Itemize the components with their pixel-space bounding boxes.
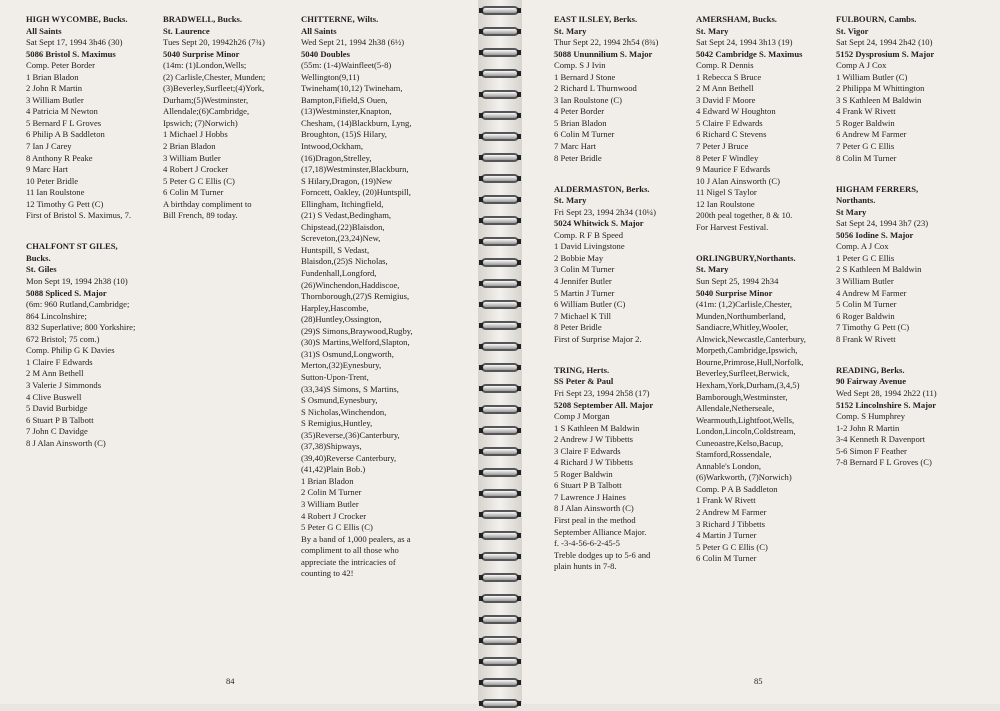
peal-text-line: Allendale;(6)Cambridge, — [163, 106, 250, 117]
peal-text-line: 11 Ian Roulstone — [26, 187, 85, 198]
peal-text-line: Fri Sept 23, 1994 2h34 (10¼) — [554, 206, 656, 217]
peal-text-line: Beverley,Surfleet,Berwick, — [696, 368, 790, 379]
peal-text-line: 1 Brian Bladon — [301, 475, 354, 486]
peal-text-line: Harpley,Hascombe, — [301, 302, 369, 313]
peal-text-line: Allendale,Netherseale, — [696, 403, 775, 414]
peal-heading-line: 5024 Whitwick S. Major — [554, 218, 644, 229]
binding-ring — [479, 426, 521, 438]
peal-text-line: appreciate the intricacies of — [301, 556, 396, 567]
peal-heading-line: St. Giles — [26, 264, 57, 275]
peal-text-line: 3 Richard J Tibbetts — [696, 518, 765, 529]
binding-ring — [479, 699, 521, 711]
peal-heading-line: SS Peter & Paul — [554, 376, 614, 387]
peal-text-line: Twineham(10,12) Twineham, — [301, 83, 403, 94]
peal-text-line: 8 Anthony R Peake — [26, 152, 93, 163]
peal-text-line: 7 Michael K Till — [554, 310, 612, 321]
peal-text-line: 1 Peter G C Ellis — [836, 252, 895, 263]
peal-text-line: 7 John C Davidge — [26, 426, 88, 437]
peal-text-line: (3)Beverley,Surfleet;(4)York, — [163, 83, 265, 94]
peal-text-line: (21) S Vedast,Bedingham, — [301, 210, 392, 221]
peal-text-line: 1 Rebecca S Bruce — [696, 71, 762, 82]
peal-text-line: (41,42)Plain Bob.) — [301, 464, 366, 475]
peal-text-line: 4 Frank W Rivett — [836, 106, 896, 117]
peal-text-line: 4 Martin J Turner — [696, 530, 757, 541]
peal-heading-line: 5152 Lincolnshire S. Major — [836, 399, 937, 410]
peal-text-line: 6 Stuart P B Talbott — [554, 480, 622, 491]
peal-text-line: Durham;(5)Westminster, — [163, 94, 249, 105]
peal-text-line: 5 Bernard F L Groves — [26, 117, 102, 128]
peal-text-line — [836, 172, 937, 184]
peal-text-line: 6 Colin M Turner — [696, 553, 757, 564]
peal-text-line: 4 Edward W Houghton — [696, 106, 776, 117]
peal-heading-line: 5088 Spliced S. Major — [26, 287, 107, 298]
peal-text-line: By a band of 1,000 pealers, as a — [301, 533, 411, 544]
peal-text-line: 2 S Kathleen M Baldwin — [836, 264, 922, 275]
peal-text-line: (28)Huntley,Ossington, — [301, 314, 382, 325]
peal-text-line: 6 William Butler (C) — [554, 299, 626, 310]
peal-text-line: 5 Colin M Turner — [836, 299, 897, 310]
peal-heading-line: St. Vigor — [836, 25, 869, 36]
binding-ring — [479, 594, 521, 606]
peal-text-line: 8 Peter Bridle — [554, 152, 602, 163]
peal-text-line: Alnwick,Newcastle,Canterbury, — [696, 333, 806, 344]
peal-text-line: 4 Richard J W Tibbetts — [554, 457, 633, 468]
peal-text-line: 8 Peter F Windley — [696, 152, 759, 163]
peal-heading-line: HIGHAM FERRERS, — [836, 183, 919, 194]
peal-text-line: 200th peal together, 8 & 10. — [696, 210, 793, 221]
peal-text-line: Sat Sept 24, 1994 3h7 (23) — [836, 218, 929, 229]
peal-text-line: (2) Carlisle,Chester, Munden; — [163, 71, 266, 82]
peal-text-line: 8 J Alan Ainsworth (C) — [26, 437, 106, 448]
peal-text-line: Sandiacre,Whitley,Wooler, — [696, 322, 789, 333]
peal-text-line: Bamborough,Westminster, — [696, 391, 788, 402]
binding-ring — [479, 447, 521, 459]
left-page — [0, 0, 478, 704]
peal-text-line: 5 Roger Baldwin — [554, 468, 613, 479]
peal-text-line: 10 Peter Bridle — [26, 175, 79, 186]
page-number-right: 85 — [754, 676, 763, 686]
peal-text-line: 1 Bernard J Stone — [554, 71, 616, 82]
peal-heading-line: EAST ILSLEY, Berks. — [554, 14, 638, 24]
peal-text-line: 12 Ian Roulstone — [696, 198, 755, 209]
peal-text-line: Broughton, (15)S Hilary, — [301, 129, 387, 140]
peal-text-line: Sat Sept 17, 1994 3h46 (30) — [26, 37, 123, 48]
peal-record — [26, 14, 135, 222]
peal-record — [554, 14, 658, 164]
binding-ring — [479, 258, 521, 270]
peal-text-line: 3 William Butler — [836, 276, 894, 287]
peal-heading-line: FULBOURN, Cambs. — [836, 14, 917, 24]
peal-text-line: 1 William Butler (C) — [836, 71, 908, 82]
peal-text-line: Thur Sept 22, 1994 2h54 (8¾) — [554, 37, 659, 48]
peal-text-line: Wearmouth,Lightfoot,Wells, — [696, 414, 795, 425]
peal-text-line: Cuneoastre,Kelso,Bacup, — [696, 437, 784, 448]
peal-text-line: Comp. Philip G K Davies — [26, 345, 115, 356]
peal-text-line: Screveton,(23,24)New, — [301, 233, 381, 244]
peal-heading-line: ORLINGBURY,Northants. — [696, 252, 796, 263]
peal-text-line: Blaisdon,(25)S Nicholas, — [301, 256, 388, 267]
peal-text-line — [836, 353, 937, 365]
peal-text-line: 3-4 Kenneth R Davenport — [836, 434, 926, 445]
peal-text-line: 4 Clive Buswell — [26, 391, 82, 402]
peal-text-line: Ipswich; (7)Norwich) — [163, 117, 238, 128]
peal-text-line: (6)Warkworth, (7)Norwich) — [696, 472, 792, 483]
peal-heading-line: Bucks. — [26, 252, 51, 263]
peal-record — [696, 14, 806, 233]
peal-text-line: 7 Lawrence J Haines — [554, 491, 626, 502]
peal-text-line: S Nicholas,Winchendon, — [301, 406, 387, 417]
peal-text-line: 5 David Burbidge — [26, 403, 88, 414]
peal-record — [696, 241, 806, 564]
peal-text-line: 1 David Livingstone — [554, 241, 625, 252]
peal-record — [836, 14, 937, 164]
peal-text-line: Sat Sept 24, 1994 3h13 (19) — [696, 37, 793, 48]
peal-text-line: 1 S Kathleen M Baldwin — [554, 422, 640, 433]
peal-text-line: Comp. P A B Saddleton — [696, 483, 778, 494]
peal-text-line: 8 Colin M Turner — [836, 152, 897, 163]
peal-heading-line: CHALFONT ST GILES, — [26, 241, 118, 252]
peal-text-line: Fri Sept 23, 1994 2h58 (17) — [554, 387, 650, 398]
peal-heading-line: BRADWELL, Bucks. — [163, 14, 243, 24]
peal-text-line: 3 Colin M Turner — [554, 264, 615, 275]
peal-text-line: Comp. S Humphrey — [836, 411, 905, 422]
peal-text-line: First peal in the method — [554, 514, 636, 525]
binding-ring — [479, 468, 521, 480]
peal-text-line: (16)Dragon,Strelley, — [301, 152, 372, 163]
peal-text-line: 8 J Alan Ainsworth (C) — [554, 503, 634, 514]
peal-text-line: Huntspill, S Vedast, — [301, 244, 370, 255]
peal-text-line: For Harvest Festival. — [696, 221, 769, 232]
peal-text-line: (55m: (1-4)Wainfleet(5-8) — [301, 60, 392, 71]
peal-text-line: 2 Andrew M Farmer — [696, 506, 767, 517]
peal-text-line: S Remigius,Huntley, — [301, 418, 373, 429]
left-column-1 — [26, 14, 135, 457]
peal-text-line: (30)S Martins,Welford,Slapton, — [301, 337, 410, 348]
peal-text-line: (29)S Simons,Braywood,Rugby, — [301, 325, 413, 336]
peal-text-line: 2 M Ann Bethell — [26, 368, 84, 379]
peal-text-line: Wed Sept 28, 1994 2h22 (11) — [836, 387, 937, 398]
peal-heading-line: TRING, Herts. — [554, 364, 610, 375]
peal-text-line: 3 Valerie J Simmonds — [26, 379, 102, 390]
peal-text-line: (17,18)Westminster,Blackburn, — [301, 164, 409, 175]
page-number-left: 84 — [226, 676, 235, 686]
peal-record — [836, 353, 937, 468]
peal-heading-line: 5040 Doubles — [301, 48, 350, 59]
peal-text-line: Comp. S J Ivin — [554, 60, 606, 71]
binding-ring — [479, 237, 521, 249]
peal-text-line: 3 Ian Roulstone (C) — [554, 94, 623, 105]
peal-text-line: 4 Patricia M Newton — [26, 106, 98, 117]
peal-text-line: 672 Bristol; 75 com.) — [26, 333, 100, 344]
peal-text-line: 9 Maurice F Edwards — [696, 164, 771, 175]
binding-ring — [479, 27, 521, 39]
peal-text-line: 12 Timothy G Pett (C) — [26, 198, 104, 209]
peal-text-line: 2 Brian Bladon — [163, 141, 216, 152]
peal-text-line: 1 Michael J Hobbs — [163, 129, 228, 140]
left-column-3 — [301, 14, 413, 588]
peal-text-line: (35)Reverse,(36)Canterbury, — [301, 429, 400, 440]
peal-text-line: Forncett, Oakley, (20)Huntspill, — [301, 187, 411, 198]
peal-text-line: compliment to all those who — [301, 545, 399, 556]
peal-text-line: 1 Claire F Edwards — [26, 356, 93, 367]
peal-text-line: Chipstead,(22)Blaisdon, — [301, 221, 385, 232]
peal-text-line: First of Bristol S. Maximus, 7. — [26, 210, 132, 221]
peal-text-line: 5-6 Simon F Feather — [836, 445, 907, 456]
peal-text-line: (33,34)S Simons, S Martins, — [301, 383, 399, 394]
binding-ring — [479, 552, 521, 564]
peal-text-line: 4 Peter Border — [554, 106, 605, 117]
binding-ring — [479, 153, 521, 165]
peal-heading-line: All Saints — [26, 25, 62, 36]
peal-text-line: 2 Colin M Turner — [301, 487, 362, 498]
peal-text-line: A birthday compliment to — [163, 198, 252, 209]
binding-ring — [479, 342, 521, 354]
peal-text-line: Sutton-Upon-Trent, — [301, 371, 369, 382]
peal-text-line: Merton,(32)Eynesbury, — [301, 360, 382, 371]
peal-text-line: 7 Timothy G Pett (C) — [836, 322, 910, 333]
peal-text-line: Thornborough,(27)S Remigius, — [301, 291, 410, 302]
right-column-1 — [554, 14, 658, 581]
peal-text-line: (13)Westminster,Knapton, — [301, 106, 392, 117]
peal-text-line: Hexham,York,Durham,(3,4,5) — [696, 379, 800, 390]
peal-text-line: f. -3-4-56-6-2-45-5 — [554, 538, 620, 549]
peal-text-line: 6 Colin M Turner — [554, 129, 615, 140]
binding-ring — [479, 489, 521, 501]
peal-text-line: 2 Richard L Thurnwood — [554, 83, 637, 94]
peal-text-line: 7-8 Bernard F L Groves (C) — [836, 457, 932, 468]
peal-text-line: 832 Superlative; 800 Yorkshire; — [26, 322, 136, 333]
peal-text-line: September Alliance Major. — [554, 526, 647, 537]
peal-text-line: (6m: 960 Rutland,Cambridge; — [26, 299, 130, 310]
binding-ring — [479, 174, 521, 186]
peal-text-line — [554, 172, 658, 184]
peal-text-line: (41m: (1,2)Carlisle,Chester, — [696, 299, 793, 310]
peal-text-line: First of Surprise Major 2. — [554, 333, 642, 344]
peal-text-line: (26)Winchendon,Haddiscoe, — [301, 279, 400, 290]
peal-text-line: Wed Sept 21, 1994 2h38 (6½) — [301, 37, 405, 48]
peal-text-line: 2 Andrew J W Tibbetts — [554, 434, 633, 445]
peal-text-line: 2 John R Martin — [26, 83, 83, 94]
peal-text-line: 1 Frank W Rivett — [696, 495, 756, 506]
peal-text-line: 10 J Alan Ainsworth (C) — [696, 175, 781, 186]
peal-text-line: Chesham, (14)Blackburn, Lyng, — [301, 117, 412, 128]
peal-heading-line: 5042 Cambridge S. Maximus — [696, 48, 803, 59]
binding-ring — [479, 573, 521, 585]
peal-text-line: 7 Marc Hart — [554, 141, 596, 152]
peal-text-line: S Hilary,Dragon, (19)New — [301, 175, 393, 186]
peal-text-line: 5 Peter G C Ellis (C) — [301, 522, 373, 533]
right-page — [522, 0, 1000, 704]
binding-ring — [479, 111, 521, 123]
peal-heading-line: CHITTERNE, Wilts. — [301, 14, 379, 24]
peal-text-line: Comp J Morgan — [554, 411, 610, 422]
peal-text-line: 7 Ian J Carey — [26, 141, 72, 152]
peal-text-line: 9 Marc Hart — [26, 164, 68, 175]
peal-heading-line: 5040 Surprise Minor — [163, 48, 240, 59]
peal-text-line: S Osmund,Eynesbury, — [301, 395, 378, 406]
peal-text-line — [554, 353, 658, 365]
binding-ring — [479, 216, 521, 228]
peal-heading-line: St Mary — [836, 206, 867, 217]
peal-text-line: 2 Philippa M Whittington — [836, 83, 925, 94]
peal-record — [163, 14, 265, 222]
binding-ring — [479, 195, 521, 207]
peal-heading-line: 5040 Surprise Minor — [696, 287, 773, 298]
right-column-2 — [696, 14, 806, 573]
peal-heading-line: 5152 Dysprosium S. Major — [836, 48, 935, 59]
peal-text-line: Ellingham, Itchingfield, — [301, 198, 384, 209]
right-column-3 — [836, 14, 937, 477]
binding-ring — [479, 636, 521, 648]
peal-text-line: 3 Claire F Edwards — [554, 445, 621, 456]
peal-text-line: Bill French, 89 today. — [163, 210, 238, 221]
peal-text-line: 6 Colin M Turner — [163, 187, 224, 198]
peal-text-line: Intwood,Ockham, — [301, 141, 364, 152]
binding-ring — [479, 321, 521, 333]
peal-record — [554, 172, 658, 345]
binding-ring — [479, 657, 521, 669]
peal-heading-line: 5208 September All. Major — [554, 399, 654, 410]
peal-text-line: Munden,Northumberland, — [696, 310, 786, 321]
peal-text-line: (37,38)Shipways, — [301, 441, 362, 452]
binding-ring — [479, 615, 521, 627]
peal-text-line: Comp. A J Cox — [836, 241, 889, 252]
peal-text-line: 7 Peter G C Ellis — [836, 141, 895, 152]
binding-ring — [479, 384, 521, 396]
peal-text-line: 2 Bobbie May — [554, 252, 604, 263]
peal-text-line: 5 Roger Baldwin — [836, 117, 895, 128]
binding-ring — [479, 300, 521, 312]
peal-text-line: 5 Brian Bladon — [554, 117, 607, 128]
peal-record — [554, 353, 658, 572]
peal-text-line: 4 Robert J Crocker — [301, 510, 367, 521]
binding-ring — [479, 678, 521, 690]
peal-text-line: (39,40)Reverse Canterbury, — [301, 452, 397, 463]
peal-text-line: London,Lincoln,Coldstream, — [696, 426, 796, 437]
peal-text-line: Comp A J Cox — [836, 60, 887, 71]
peal-text-line: 8 Frank W Rivett — [836, 333, 896, 344]
peal-record — [301, 14, 413, 580]
peal-heading-line: Northants. — [836, 195, 876, 206]
peal-text-line: 2 M Ann Bethell — [696, 83, 754, 94]
peal-text-line: Sat Sept 24, 1994 2h42 (10) — [836, 37, 933, 48]
binding-ring — [479, 279, 521, 291]
peal-heading-line: St. Mary — [696, 25, 729, 36]
peal-text-line: 3 David F Moore — [696, 94, 756, 105]
peal-text-line: 5 Claire F Edwards — [696, 117, 763, 128]
peal-heading-line: 5086 Bristol S. Maximus — [26, 48, 116, 59]
peal-text-line: Wellington(9,11) — [301, 71, 360, 82]
peal-heading-line: St. Laurence — [163, 25, 210, 36]
peal-heading-line: All Saints — [301, 25, 337, 36]
peal-text-line: 3 William Butler — [163, 152, 221, 163]
peal-text-line: 3 William Butler — [301, 498, 359, 509]
binding-ring — [479, 6, 521, 18]
peal-heading-line: St. Mary — [554, 195, 587, 206]
peal-text-line: 4 Robert J Crocker — [163, 164, 229, 175]
peal-text-line: 6 Richard C Stevens — [696, 129, 767, 140]
left-column-2 — [163, 14, 265, 230]
peal-text-line: plain hunts in 7-8. — [554, 561, 617, 572]
binding-ring — [479, 405, 521, 417]
peal-text-line — [26, 230, 135, 242]
peal-text-line: (14m: (1)London,Wells; — [163, 60, 247, 71]
peal-text-line: 6 Roger Baldwin — [836, 310, 895, 321]
peal-text-line: 6 Stuart P B Talbott — [26, 414, 94, 425]
peal-record — [26, 230, 135, 449]
binding-ring — [479, 48, 521, 60]
peal-text-line: Comp. R Dennis — [696, 60, 754, 71]
peal-heading-line: 5088 Ununnilium S. Major — [554, 48, 653, 59]
peal-text-line: 1-2 John R Martin — [836, 422, 900, 433]
peal-text-line: 3 S Kathleen M Baldwin — [836, 94, 922, 105]
binding-ring — [479, 531, 521, 543]
peal-text-line: Tues Sept 20, 19942h26 (7¾) — [163, 37, 265, 48]
peal-text-line: 3 William Butler — [26, 94, 84, 105]
binding-ring — [479, 90, 521, 102]
peal-text-line: 1 Brian Bladon — [26, 71, 79, 82]
peal-heading-line: St. Mary — [696, 264, 729, 275]
peal-text-line: Treble dodges up to 5-6 and — [554, 549, 651, 560]
peal-record — [836, 172, 937, 345]
peal-heading-line: ALDERMASTON, Berks. — [554, 183, 650, 194]
peal-text-line: Stamford,Rossendale, — [696, 449, 772, 460]
peal-heading-line: 90 Fairway Avenue — [836, 376, 907, 387]
peal-heading-line: St. Mary — [554, 25, 587, 36]
binding-ring — [479, 69, 521, 81]
peal-heading-line: AMERSHAM, Bucks. — [696, 14, 777, 24]
peal-text-line: 5 Martin J Turner — [554, 287, 615, 298]
peal-text-line: Sun Sept 25, 1994 2h34 — [696, 276, 779, 287]
peal-text-line — [696, 241, 806, 253]
peal-text-line: Comp. R F B Speed — [554, 229, 623, 240]
peal-text-line: Morpeth,Cambridge,Ipswich, — [696, 345, 798, 356]
peal-text-line: Fundenhall,Longford, — [301, 268, 377, 279]
peal-text-line: 11 Nigel S Taylor — [696, 187, 757, 198]
peal-text-line: 5 Peter G C Ellis (C) — [696, 541, 768, 552]
peal-heading-line: READING, Berks. — [836, 364, 905, 375]
peal-text-line: 5 Peter G C Ellis (C) — [163, 175, 235, 186]
binding-ring — [479, 363, 521, 375]
peal-text-line: 4 Andrew M Farmer — [836, 287, 907, 298]
peal-text-line: 8 Peter Bridle — [554, 322, 602, 333]
binding-ring — [479, 510, 521, 522]
peal-text-line: Mon Sept 19, 1994 2h38 (10) — [26, 276, 128, 287]
peal-text-line: Annable's London, — [696, 460, 762, 471]
peal-text-line: Bourne,Primrose,Hull,Norfolk, — [696, 356, 804, 367]
peal-heading-line: HIGH WYCOMBE, Bucks. — [26, 14, 128, 24]
peal-text-line: 6 Andrew M Farmer — [836, 129, 907, 140]
peal-text-line: Bampton,Fifield,S Ouen, — [301, 94, 388, 105]
peal-text-line: counting to 42! — [301, 568, 354, 579]
peal-text-line: Comp. Peter Border — [26, 60, 95, 71]
peal-text-line: 864 Lincolnshire; — [26, 310, 87, 321]
peal-text-line: (31)S Osmund,Longworth, — [301, 348, 394, 359]
peal-heading-line: 5056 Iodine S. Major — [836, 229, 914, 240]
peal-text-line: 7 Peter J Bruce — [696, 141, 749, 152]
peal-text-line: 4 Jennifer Butler — [554, 276, 612, 287]
binding-ring — [479, 132, 521, 144]
peal-text-line: 6 Philip A B Saddleton — [26, 129, 105, 140]
